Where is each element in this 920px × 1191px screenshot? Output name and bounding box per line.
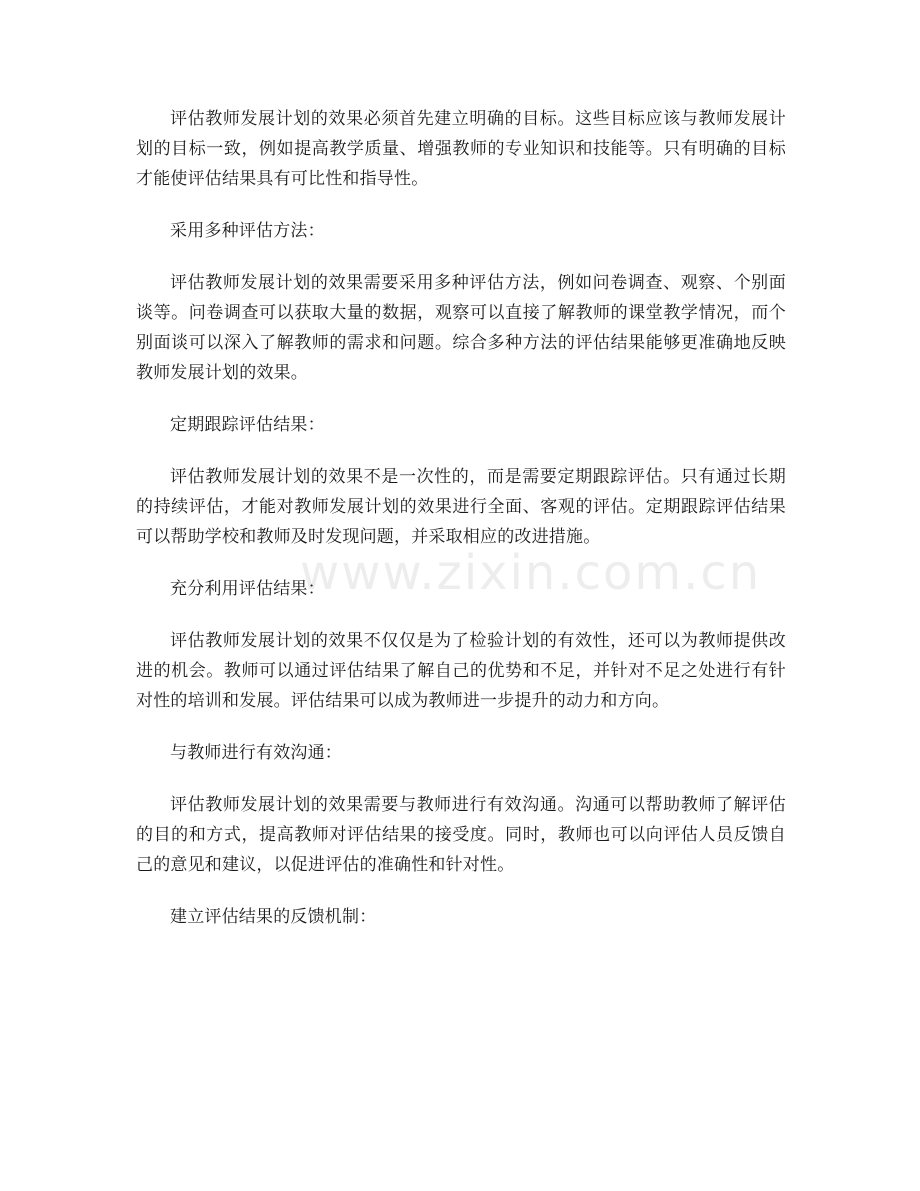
paragraph-communication: 评估教师发展计划的效果需要与教师进行有效沟通。沟通可以帮助教师了解评估的目的和方式，提高教师对评估结果的接受度。同时，教师也可以向评估人员反馈自己的意见和建议，以促进评估的准确性和针对性。 bbox=[136, 795, 786, 875]
paragraph-methods: 评估教师发展计划的效果需要采用多种评估方法，例如问卷调查、观察、个别面谈等。问卷调查可以获取大量的数据，观察可以直接了解教师的课堂教学情况，而个别面谈可以深入了解教师的需求和问题。综合多种方法的评估结果能够更准确地反映教师发展计划的效果。 bbox=[136, 273, 786, 383]
heading-methods: 采用多种评估方法： bbox=[170, 221, 325, 241]
paragraph-utilize: 评估教师发展计划的效果不仅仅是为了检验计划的有效性，还可以为教师提供改进的机会。教师可以通过评估结果了解自己的优势和不足，并针对不足之处进行有针对性的培训和发展。评估结果可以成为教师进一步提升的动力和方向。 bbox=[136, 631, 786, 711]
heading-utilize: 充分利用评估结果： bbox=[170, 579, 325, 599]
paragraph-goals: 评估教师发展计划的效果必须首先建立明确的目标。这些目标应该与教师发展计划的目标一致，例如提高教学质量、增强教师的专业知识和技能等。只有明确的目标才能使评估结果具有可比性和指导性。 bbox=[136, 109, 786, 189]
heading-feedback: 建立评估结果的反馈机制： bbox=[170, 907, 377, 927]
paragraph-tracking: 评估教师发展计划的效果不是一次性的，而是需要定期跟踪评估。只有通过长期的持续评估，才能对教师发展计划的效果进行全面、客观的评估。定期跟踪评估结果可以帮助学校和教师及时发现问题，并采取相应的改进措施。 bbox=[136, 467, 786, 547]
document-body bbox=[136, 104, 786, 954]
heading-communication: 与教师进行有效沟通： bbox=[170, 743, 342, 763]
watermark: www.zixin.com.cn bbox=[300, 545, 762, 601]
heading-tracking: 定期跟踪评估结果： bbox=[170, 415, 325, 435]
